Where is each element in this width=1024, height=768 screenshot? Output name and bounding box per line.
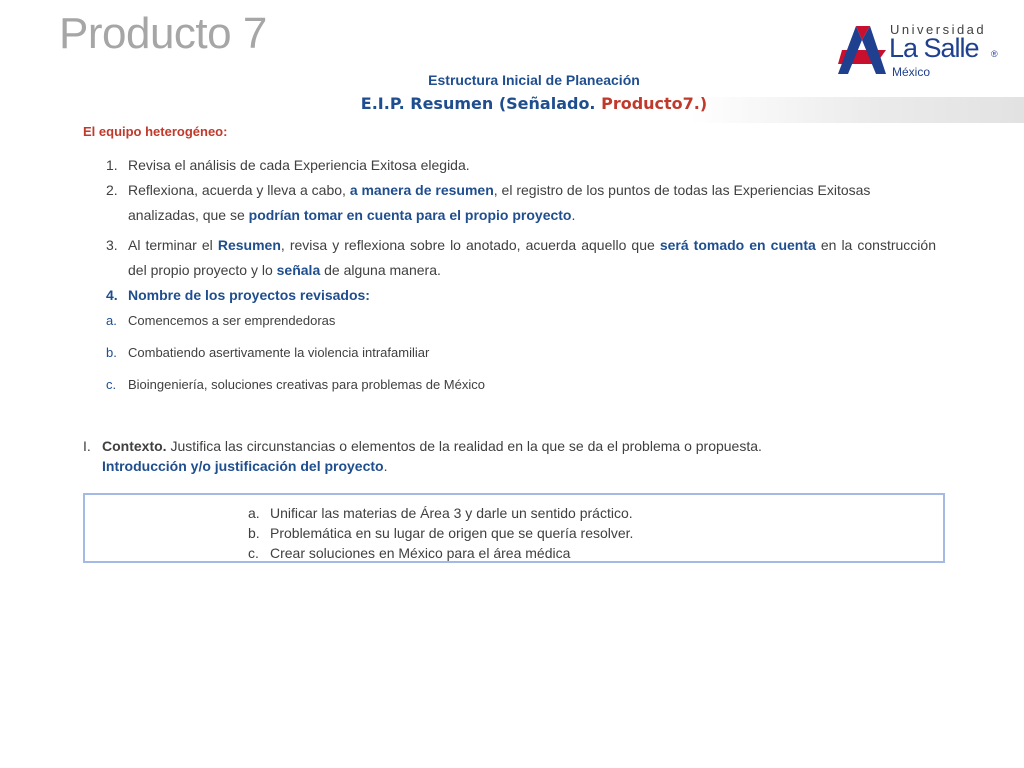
context-subheading-end: . bbox=[383, 458, 388, 474]
project-name: Comencemos a ser emprendedoras bbox=[128, 313, 336, 328]
context-body bbox=[102, 436, 953, 476]
answer-text: Unificar las materias de Área 3 y darle un sentido práctico. bbox=[270, 505, 633, 521]
context-section bbox=[83, 436, 953, 476]
instruction-text: Revisa el análisis de cada Experiencia Exitosa elegida. bbox=[128, 157, 470, 173]
logo-country-text: México bbox=[892, 65, 931, 79]
instruction-number: 2. bbox=[106, 182, 118, 198]
context-roman-numeral: I. bbox=[83, 438, 91, 454]
text-run: en la construcción del propio proyecto y lo bbox=[128, 237, 936, 278]
instruction-1 bbox=[106, 153, 936, 178]
text-run: , revisa y reflexiona sobre lo anotado, acuerda aquello que bbox=[280, 237, 660, 253]
instruction-number: 1. bbox=[106, 157, 118, 173]
logo-universidad-text: Universidad bbox=[890, 22, 987, 37]
highlight-run: señala bbox=[276, 262, 321, 278]
logo-registered-mark: ® bbox=[991, 49, 998, 59]
logo-name-text: La Salle bbox=[889, 33, 979, 63]
highlight-run: podrían tomar en cuenta para el propio proyecto bbox=[248, 207, 572, 223]
answer-letter: b. bbox=[248, 525, 260, 541]
project-letter: c. bbox=[106, 377, 117, 392]
project-name: Bioingeniería, soluciones creativas para problemas de México bbox=[128, 377, 485, 392]
highlight-run: Resumen bbox=[217, 237, 281, 253]
subtitle-summary-main: E.I.P. Resumen (Señalado. bbox=[360, 94, 596, 113]
context-text: Justifica las circunstancias o elementos de la realidad en la que se da el problema o propuesta. bbox=[166, 438, 762, 454]
instruction-text: Nombre de los proyectos revisados: bbox=[128, 287, 370, 303]
answer-text: Problemática en su lugar de origen que se quería resolver. bbox=[270, 525, 634, 541]
project-name: Combatiendo asertivamente la violencia intrafamiliar bbox=[128, 345, 430, 360]
answer-letter: c. bbox=[248, 545, 259, 561]
text-run: , el registro de los puntos de todas las Experiencias Exitosas analizadas, que se bbox=[128, 182, 871, 223]
subtitle-summary-product: Producto7.) bbox=[601, 94, 708, 113]
lasalle-star-icon bbox=[836, 24, 888, 76]
text-run: Al terminar el bbox=[128, 237, 218, 253]
answer-item bbox=[248, 525, 633, 541]
instruction-number: 3. bbox=[106, 237, 118, 253]
text-run: de alguna manera. bbox=[320, 262, 441, 278]
instruction-text bbox=[128, 178, 936, 228]
answer-letter: a. bbox=[248, 505, 260, 521]
answer-item bbox=[248, 545, 570, 561]
university-logo bbox=[836, 20, 1006, 80]
instruction-4 bbox=[106, 283, 936, 308]
text-run: Reflexiona, acuerda y lleva a cabo, bbox=[128, 182, 350, 198]
answer-item bbox=[248, 505, 633, 521]
page-title: Producto 7 bbox=[59, 9, 267, 58]
highlight-run: será tomado en cuenta bbox=[659, 237, 816, 253]
instruction-3 bbox=[106, 233, 936, 283]
project-item bbox=[106, 313, 335, 328]
subtitle-summary bbox=[0, 94, 1024, 113]
project-item bbox=[106, 345, 429, 360]
subtitle-planning: Estructura Inicial de Planeación bbox=[428, 72, 640, 88]
instruction-text bbox=[128, 233, 936, 283]
answer-text: Crear soluciones en México para el área médica bbox=[270, 545, 571, 561]
project-letter: a. bbox=[106, 313, 117, 328]
context-subheading: Introducción y/o justificación del proyecto bbox=[102, 458, 384, 474]
project-letter: b. bbox=[106, 345, 117, 360]
text-run: . bbox=[571, 207, 576, 223]
project-item bbox=[106, 377, 485, 392]
team-label: El equipo heterogéneo: bbox=[83, 124, 228, 139]
instruction-number: 4. bbox=[106, 287, 118, 303]
instruction-2 bbox=[106, 178, 936, 228]
highlight-run: a manera de resumen bbox=[349, 182, 494, 198]
context-heading: Contexto. bbox=[102, 438, 167, 454]
